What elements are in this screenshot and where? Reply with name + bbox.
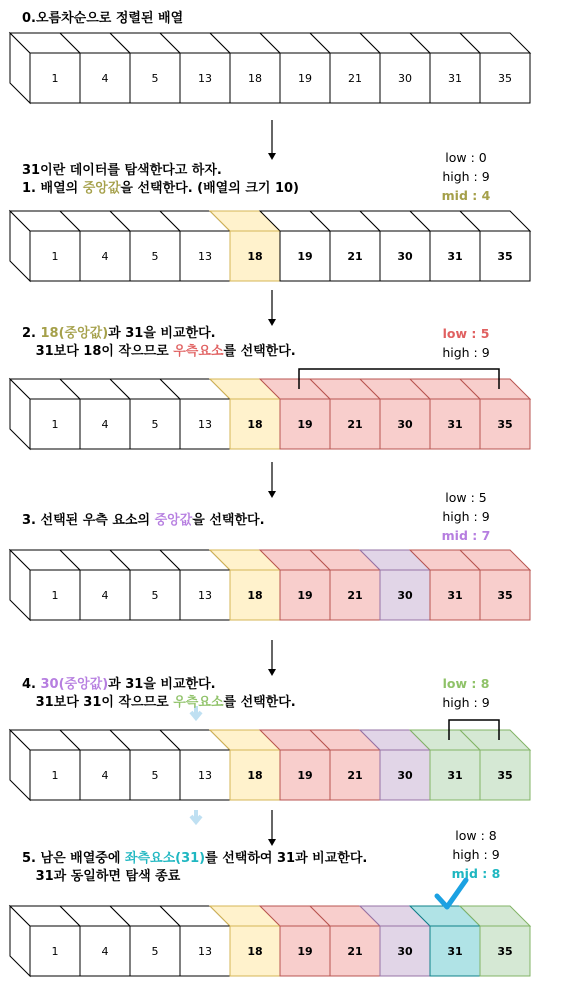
arrow-4-head — [268, 839, 276, 846]
step-2-line-1 — [22, 325, 296, 343]
step-text-segment: 1. 배열의 — [22, 181, 83, 196]
step-3-var-3: mid : 7 — [441, 528, 491, 543]
array-4-cell-0-value: 1 — [51, 769, 59, 782]
step-text-segment: 과 31을 비교한다. — [108, 326, 216, 341]
step-text-segment: 중앙값 — [154, 513, 193, 528]
step-2-var-1: low : 5 — [442, 326, 490, 341]
array-1-cell-8-value: 31 — [447, 250, 463, 263]
step-text-segment: 5. 남은 배열중에 — [22, 851, 125, 866]
step-1-line-2 — [22, 180, 299, 198]
array-5-cell-4-value: 18 — [247, 945, 263, 958]
array-3-cell-2-value: 5 — [151, 589, 159, 602]
step-1-line-1 — [22, 162, 299, 180]
step-5-variables — [436, 826, 516, 883]
array-5-cell-7-value: 30 — [397, 945, 413, 958]
arrow-3-head — [268, 669, 276, 676]
array-0-cell-0-value: 1 — [51, 72, 59, 85]
step-text-segment: 31과 동일하면 탐색 종료 — [22, 869, 181, 884]
array-1-cell-6-value: 21 — [347, 250, 363, 263]
step-3-var-2: high : 9 — [442, 509, 490, 524]
array-5-cell-6-value: 21 — [347, 945, 363, 958]
array-0-cell-7-value: 30 — [398, 72, 412, 85]
array-1-cell-1-value: 4 — [101, 250, 109, 263]
step-text-segment: 를 선택한다. — [223, 344, 296, 359]
array-2-cell-0-value: 1 — [51, 418, 59, 431]
step-5-var-3: mid : 8 — [451, 866, 501, 881]
array-2-cell-8-value: 31 — [447, 418, 463, 431]
array-4-cell-1-value: 4 — [101, 769, 109, 782]
step-text-segment: 이란 데이터를 탐색한다고 하자. — [40, 163, 222, 178]
step-text-segment: 를 선택한다. — [223, 695, 296, 710]
array-1-cell-0-value: 1 — [51, 250, 59, 263]
step-4-line-2 — [22, 694, 296, 712]
array-2-cell-1-value: 4 — [101, 418, 109, 431]
array-2-cell-7-value: 30 — [397, 418, 413, 431]
step-3-text — [22, 512, 265, 530]
array-0-cell-6-value: 21 — [348, 72, 362, 85]
step-text-segment: 를 선택하여 31과 비교한다. — [205, 851, 368, 866]
array-4-cell-4-value: 18 — [247, 769, 263, 782]
array-3-cell-9-value: 35 — [497, 589, 513, 602]
array-3-cell-5-value: 19 — [297, 589, 313, 602]
step-3-line-1 — [22, 512, 265, 530]
array-5-cell-9-value: 35 — [497, 945, 513, 958]
step-text-segment: 31보다 31이 작으므로 — [22, 695, 174, 710]
step-2-variables — [426, 324, 506, 362]
array-5-cell-3-value: 13 — [198, 945, 212, 958]
array-3-cell-8-value: 31 — [447, 589, 463, 602]
step-3-variables — [426, 488, 506, 545]
step-2-text — [22, 325, 296, 361]
step-text-segment: 31 — [22, 163, 41, 178]
array-4-cell-9-value: 35 — [497, 769, 513, 782]
array-1-cell-9-value: 35 — [497, 250, 513, 263]
array-4-cell-3-value: 13 — [198, 769, 212, 782]
array-2-cell-2-value: 5 — [151, 418, 159, 431]
step-4-variables — [426, 674, 506, 712]
array-3-cell-1-value: 4 — [101, 589, 109, 602]
array-5-cell-8-value: 31 — [447, 945, 463, 958]
arrow-2-head — [268, 491, 276, 498]
array-0-cell-3-value: 13 — [198, 72, 212, 85]
array-0-cell-4-value: 18 — [248, 72, 262, 85]
step-1-text — [22, 162, 299, 198]
step-5-var-2: high : 9 — [452, 847, 500, 862]
array-2-cell-3-value: 13 — [198, 418, 212, 431]
step-text-segment: 18(중앙값) — [40, 326, 109, 341]
check-icon — [437, 880, 466, 907]
array-4-cell-2-value: 5 — [151, 769, 159, 782]
step-text-segment: 우측요소 — [173, 344, 224, 359]
array-4-cell-7-value: 30 — [397, 769, 413, 782]
step-4-line-1 — [22, 676, 296, 694]
array-3-cell-6-value: 21 — [347, 589, 363, 602]
step-2-var-2: high : 9 — [442, 345, 490, 360]
step-text-segment: 3. 선택된 우측 요소의 — [22, 513, 155, 528]
array-1-cell-2-value: 5 — [151, 250, 159, 263]
array-0-cell-5-value: 19 — [298, 72, 312, 85]
step-text-segment: 중앙값 — [82, 181, 121, 196]
step-5-line-2 — [22, 868, 367, 886]
step-text-segment: 우측요소 — [173, 695, 224, 710]
array-5-cell-2-value: 5 — [151, 945, 159, 958]
array-1-cell-3-value: 13 — [198, 250, 212, 263]
step-1-var-1: low : 0 — [445, 150, 487, 165]
step-4-var-1: low : 8 — [442, 676, 490, 691]
step-5-var-1: low : 8 — [455, 828, 497, 843]
step-text-segment: 31보다 18이 작으므로 — [22, 344, 174, 359]
array-2-cell-5-value: 19 — [297, 418, 313, 431]
array-2-cell-4-value: 18 — [247, 418, 263, 431]
array-3-cell-0-value: 1 — [51, 589, 59, 602]
array-1-cell-7-value: 30 — [397, 250, 413, 263]
step-2-line-2 — [22, 343, 296, 361]
step-3-var-1: low : 5 — [445, 490, 487, 505]
array-1-cell-4-value: 18 — [247, 250, 263, 263]
array-5-cell-0-value: 1 — [51, 945, 59, 958]
array-2-cell-9-value: 35 — [497, 418, 513, 431]
array-3-cell-3-value: 13 — [198, 589, 212, 602]
step-text-segment: 30(중앙값) — [40, 677, 109, 692]
faint-arrow-1 — [191, 810, 201, 822]
step-text-segment: 좌측요소(31) — [124, 851, 206, 866]
step-5-line-1 — [22, 850, 367, 868]
array-5-cell-1-value: 4 — [101, 945, 109, 958]
step-4-var-2: high : 9 — [442, 695, 490, 710]
step-1-var-3: mid : 4 — [441, 188, 491, 203]
step-text-segment: 2. — [22, 326, 41, 341]
array-4-cell-5-value: 19 — [297, 769, 313, 782]
step-text-segment: 과 31을 비교한다. — [108, 677, 216, 692]
step-text-segment: 을 선택한다. (배열의 크기 10) — [120, 181, 300, 196]
step-5-text — [22, 850, 367, 886]
diagram-title: 0.오름차순으로 정렬된 배열 — [22, 11, 184, 26]
array-0-cell-2-value: 5 — [151, 72, 159, 85]
array-1-cell-5-value: 19 — [297, 250, 313, 263]
array-5-cell-5-value: 19 — [297, 945, 313, 958]
array-4-cell-6-value: 21 — [347, 769, 363, 782]
step-1-variables — [426, 148, 506, 205]
array-2-cell-6-value: 21 — [347, 418, 363, 431]
arrow-0-head — [268, 153, 276, 160]
step-1-var-2: high : 9 — [442, 169, 490, 184]
step-text-segment: 4. — [22, 677, 41, 692]
array-0-cell-1-value: 4 — [101, 72, 109, 85]
array-3-cell-7-value: 30 — [397, 589, 413, 602]
step-4-text — [22, 676, 296, 712]
array-0-cell-8-value: 31 — [448, 72, 462, 85]
array-0-cell-9-value: 35 — [498, 72, 512, 85]
step-text-segment: 을 선택한다. — [192, 513, 265, 528]
array-3-cell-4-value: 18 — [247, 589, 263, 602]
array-4-cell-8-value: 31 — [447, 769, 463, 782]
